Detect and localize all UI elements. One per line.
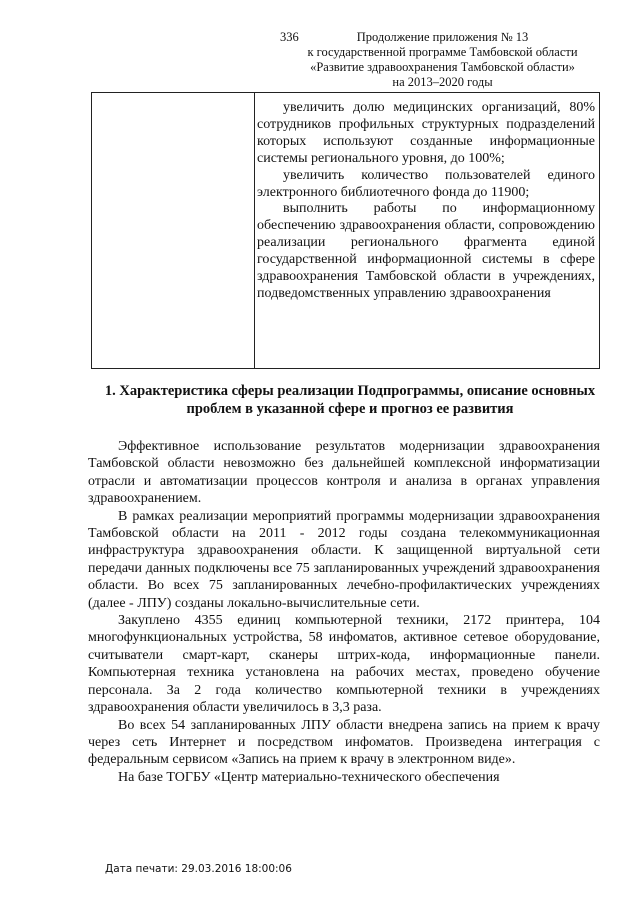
table-column-divider bbox=[254, 93, 255, 368]
header-line: Продолжение приложения № 13 bbox=[356, 30, 529, 44]
table-cell-paragraph: увеличить долю медицинских организаций, 80% сотрудников профильных структурных подразделений которых используют созданные информационные системы регионального уровня, до 100%; bbox=[257, 100, 595, 166]
header-line: к государственной программе Тамбовской области bbox=[307, 45, 578, 59]
body-text bbox=[88, 438, 600, 786]
table-cell-paragraph: увеличить количество пользователей единого электронного библиотечного фонда до 11900; bbox=[257, 167, 595, 200]
paragraph: В рамках реализации мероприятий программы модернизации здравоохранения Тамбовской области на 2011 - 2012 годы создана телекоммуникационная инфраструктура здравоохранения области. К защищенной виртуальной сети передачи данных подключены все 75 запланированных учреждений здравоохранения области. Во всех 75 запланированных лечебно-профилактических учреждениях (далее - ЛПУ) созданы локально-вычислительные сети. bbox=[88, 508, 600, 611]
paragraph: Эффективное использование результатов модернизации здравоохранения Тамбовской области невозможно без дальнейшей комплексной информатизации отрасли и автоматизации процессов контроля и анализа в органах управления здравоохранением. bbox=[88, 439, 600, 507]
table-cell-paragraph: выполнить работы по информационному обеспечению здравоохранения области, сопровождению реализации регионального фрагмента единой государственной информационной системы в сфере здравоохранения Тамбовской области в учреждениях, подведомственных управлению здравоохранения bbox=[257, 201, 595, 301]
paragraph: На базе ТОГБУ «Центр материально-технического обеспечения bbox=[118, 769, 500, 785]
header-line: «Развитие здравоохранения Тамбовской области» bbox=[310, 60, 575, 74]
page-header bbox=[280, 30, 605, 90]
paragraph: Закуплено 4355 единиц компьютерной техники, 2172 принтера, 104 многофункциональных устройства, 58 инфоматов, активное сетевое оборудование, считыватели смарт-карт, сканеры штрих-кода, информационные панели. Компьютерная техника установлена на рабочих местах, проведено обучение персонала. За 2 года количество компьютерной техники в учреждениях здравоохранения области увеличилось в 3,3 раза. bbox=[88, 613, 600, 716]
header-line: на 2013–2020 годы bbox=[392, 75, 493, 89]
table-right-cell bbox=[257, 100, 595, 303]
page-number: 336 bbox=[280, 30, 299, 44]
print-date-footer: Дата печати: 29.03.2016 18:00:06 bbox=[105, 863, 292, 875]
section-title: 1. Характеристика сферы реализации Подпрограммы, описание основных проблем в указанной сфере и прогноз ее развития bbox=[104, 383, 596, 417]
paragraph: Во всех 54 запланированных ЛПУ области внедрена запись на прием к врачу через сеть Интернет и посредством инфоматов. Произведена интеграция с федеральным сервисом «Запись на прием к врачу в электронном виде». bbox=[88, 717, 600, 768]
